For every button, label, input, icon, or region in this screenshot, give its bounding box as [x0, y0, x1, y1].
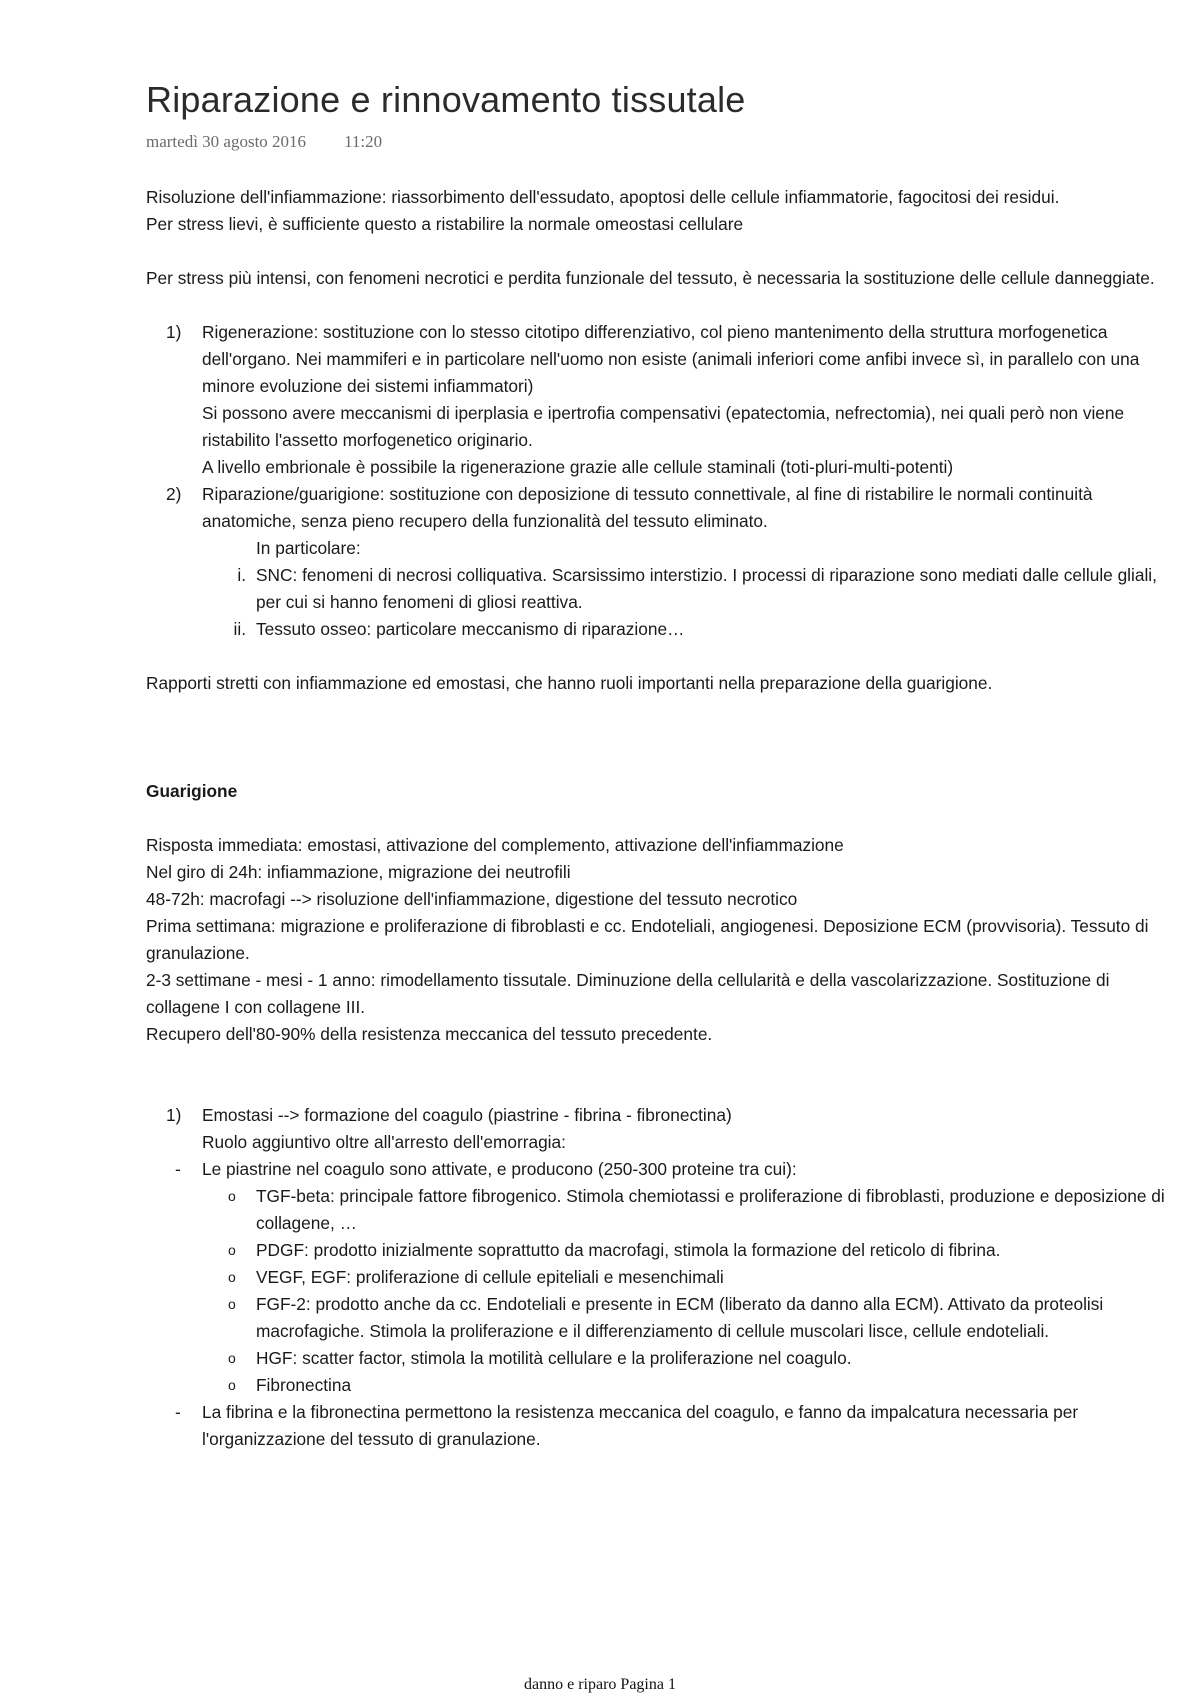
section-heading-guarigione: Guarigione [146, 781, 238, 801]
list-item-text: Si possono avere meccanismi di iperplasia e ipertrofia compensativi (epatectomia, nefrectomia), nei quali però non viene ristabilito l'assetto morfogenetico originario. [202, 403, 1125, 450]
list-item [146, 616, 1166, 643]
list-number: ii. [233, 619, 246, 639]
page-footer: danno e riparo Pagina 1 [524, 1676, 676, 1693]
roman-sub-list [146, 562, 1166, 643]
list-item-text: TGF-beta: principale fattore fibrogenico. Stimola chemiotassi e proliferazione di fibroblasti, produzione e deposizione di collagene, … [256, 1186, 1165, 1233]
guarigione-line: Nel giro di 24h: infiammazione, migrazione dei neutrofili [146, 862, 571, 882]
list-item [146, 319, 1166, 481]
list-item-text: HGF: scatter factor, stimola la motilità cellulare e la proliferazione nel coagulo. [256, 1348, 852, 1368]
guarigione-line: 48-72h: macrofagi --> risoluzione dell'infiammazione, digestione del tessuto necrotico [146, 889, 798, 909]
list-number: 1) [166, 322, 182, 342]
list-item-text: Fibronectina [256, 1375, 352, 1395]
list-item-text: Le piastrine nel coagulo sono attivate, e producono (250-300 proteine tra cui): [202, 1159, 797, 1179]
list-item-text: FGF-2: prodotto anche da cc. Endoteliali e presente in ECM (liberato da danno alla ECM). Attivato da proteolisi macrofagiche. Stimola la proliferazione e il differenziamento di cellule muscolari lisce, cellule endoteliali. [256, 1294, 1104, 1341]
list-item [146, 481, 1166, 562]
circle-bullet: o [228, 1377, 236, 1393]
guarigione-line: Risposta immediata: emostasi, attivazione del complemento, attivazione dell'infiammazione [146, 835, 844, 855]
page-content [146, 78, 1166, 1453]
sub-list-intro: In particolare: [256, 538, 361, 558]
list-item-text: Tessuto osseo: particolare meccanismo di riparazione… [256, 619, 685, 639]
list-item-text: La fibrina e la fibronectina permettono la resistenza meccanica del coagulo, e fanno da impalcatura necessaria per l'organizzazione del tessuto di granulazione. [202, 1402, 1079, 1449]
rapporti-paragraph: Rapporti stretti con infiammazione ed emostasi, che hanno ruoli importanti nella preparazione della guarigione. [146, 673, 993, 693]
list-item [202, 1291, 1166, 1345]
list-number: 1) [166, 1105, 182, 1125]
list-item [202, 1372, 1166, 1399]
list-item-text: Riparazione/guarigione: sostituzione con deposizione di tessuto connettivale, al fine di ristabilire le normali continuità anatomiche, senza pieno recupero della funzionalità del tessuto eliminato. [202, 484, 1093, 531]
guarigione-line: 2-3 settimane - mesi - 1 anno: rimodellamento tissutale. Diminuzione della cellularità e della vascolarizzazione. Sostituzione di collagene I con collagene III. [146, 970, 1110, 1017]
note-date: martedì 30 agosto 2016 [146, 132, 307, 151]
note-time: 11:20 [344, 132, 383, 151]
guarigione-line: Prima settimana: migrazione e proliferazione di fibroblasti e cc. Endoteliali, angiogenesi. Deposizione ECM (provvisoria). Tessuto di granulazione. [146, 916, 1149, 963]
list-item [146, 1399, 1166, 1453]
circle-bullet: o [228, 1242, 236, 1258]
dash-bullet: - [175, 1402, 181, 1422]
circle-bullet: o [228, 1269, 236, 1285]
list-item-text: Rigenerazione: sostituzione con lo stesso citotipo differenziativo, col pieno mantenimento della struttura morfogenetica dell'organo. Nei mammiferi e in particolare nell'uomo non esiste (animali inferiori come anfibi invece sì, in parallelo con una minore evoluzione dei sistemi infiammatori) [202, 322, 1140, 396]
list-number: i. [237, 565, 246, 585]
list-item [202, 1345, 1166, 1372]
intro-paragraph-1: Risoluzione dell'infiammazione: riassorbimento dell'essudato, apoptosi delle cellule infiammatorie, fagocitosi dei residui. [146, 187, 1060, 207]
circle-sub-list [202, 1183, 1166, 1399]
guarigione-line: Recupero dell'80-90% della resistenza meccanica del tessuto precedente. [146, 1024, 713, 1044]
intro-paragraph-2: Per stress lievi, è sufficiente questo a ristabilire la normale omeostasi cellulare [146, 214, 744, 234]
list-item [202, 1264, 1166, 1291]
note-meta [146, 132, 1166, 154]
numbered-list-types [146, 319, 1166, 562]
page-title: Riparazione e rinnovamento tissutale [146, 79, 746, 120]
list-number: 2) [166, 484, 182, 504]
circle-bullet: o [228, 1188, 236, 1204]
numbered-list-emostasi [146, 1102, 1166, 1156]
list-item-text: A livello embrionale è possibile la rigenerazione grazie alle cellule staminali (toti-pluri-multi-potenti) [202, 457, 954, 477]
list-item [202, 1237, 1166, 1264]
list-item-text: Emostasi --> formazione del coagulo (piastrine - fibrina - fibronectina) [202, 1105, 732, 1125]
note-body [146, 184, 1166, 1453]
list-item [146, 1102, 1166, 1156]
list-item-text: VEGF, EGF: proliferazione di cellule epiteliali e mesenchimali [256, 1267, 724, 1287]
circle-bullet: o [228, 1350, 236, 1366]
circle-bullet: o [228, 1296, 236, 1312]
list-item [146, 1156, 1166, 1399]
list-item [146, 562, 1166, 616]
dash-list [146, 1156, 1166, 1453]
dash-bullet: - [175, 1159, 181, 1179]
list-item-text: SNC: fenomeni di necrosi colliquativa. Scarsissimo interstizio. I processi di riparazione sono mediati dalle cellule gliali, per cui si hanno fenomeni di gliosi reattiva. [256, 565, 1157, 612]
intro-paragraph-3: Per stress più intensi, con fenomeni necrotici e perdita funzionale del tessuto, è necessaria la sostituzione delle cellule danneggiate. [146, 268, 1155, 288]
list-item-text: Ruolo aggiuntivo oltre all'arresto dell'emorragia: [202, 1132, 566, 1152]
list-item-text: PDGF: prodotto inizialmente soprattutto da macrofagi, stimola la formazione del reticolo di fibrina. [256, 1240, 1001, 1260]
list-item [202, 1183, 1166, 1237]
